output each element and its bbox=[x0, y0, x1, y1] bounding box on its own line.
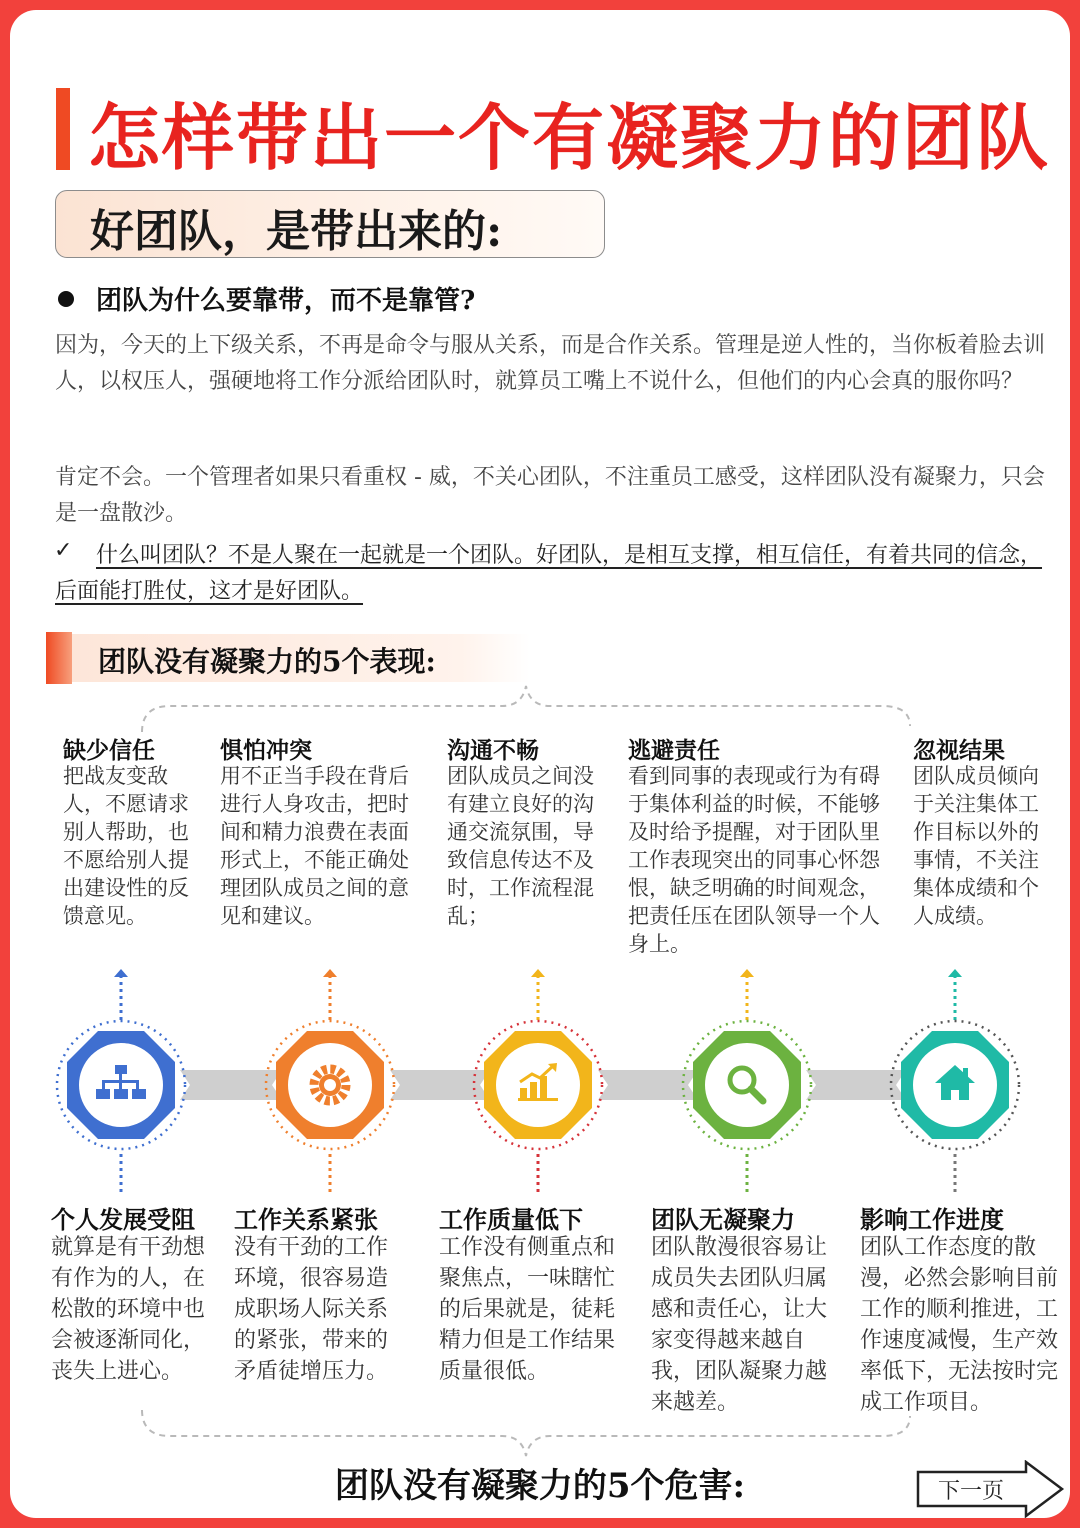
page-card bbox=[10, 10, 1070, 1518]
node-5 bbox=[891, 969, 1019, 1195]
harm-3-text: 工作没有侧重点和聚焦点，一味瞎忙的后果就是，徒耗精力但是工作结果质量很低。 bbox=[439, 1235, 616, 1384]
question-heading: 团队为什么要靠带，而不是靠管? bbox=[96, 286, 476, 316]
harm-2-title: 工作关系紧张 bbox=[234, 1206, 378, 1234]
symptom-4-text: 看到同事的表现或行为有碍于集体利益的时候，不能够及时给予提醒，对于团队里工作表现突出的同事心怀怨恨，缺乏明确的时间观念，把责任压在团队领导一个人身上。 bbox=[628, 764, 880, 956]
symptom-3-title: 沟通不畅 bbox=[447, 738, 539, 764]
symptom-5-title: 忽视结果 bbox=[913, 738, 1005, 764]
definition-text: 什么叫团队？不是人聚在一起就是一个团队。好团队，是相互支撑，相互信任，有着共同的信念，后面能打胜仗，这才是好团队。 bbox=[55, 543, 1043, 604]
harm-1-text: 就算是有干劲想有作为的人，在松散的环境中也会被逐渐同化，丧失上进心。 bbox=[51, 1235, 206, 1384]
symptom-2-title: 惧怕冲突 bbox=[220, 738, 312, 764]
node-3 bbox=[474, 969, 602, 1195]
harm-5-text: 团队工作态度的散漫，必然会影响目前工作的顺利推进，工作速度减慢，生产效率低下，无法按时完成工作项目。 bbox=[860, 1235, 1059, 1415]
harm-5-title: 影响工作进度 bbox=[860, 1206, 1004, 1234]
symptom-1-text: 把战友变敌人，不愿请求别人帮助，也不愿给别人提出建设性的反馈意见。 bbox=[63, 764, 189, 928]
paragraph-1: 因为，今天的上下级关系，不再是命令与服从关系，而是合作关系。管理是逆人性的，当你板着脸去训人，以权压人，强硬地将工作分派给团队时，就算员工嘴上不说什么，但他们的内心会真的服你吗？ bbox=[55, 333, 1046, 394]
harms-title: 团队没有凝聚力的5个危害: bbox=[334, 1466, 746, 1506]
harm-4-title: 团队无凝聚力 bbox=[651, 1206, 795, 1234]
next-page-label: 下一页 bbox=[938, 1479, 1005, 1504]
symptom-5-text: 团队成员倾向于关注集体工作目标以外的事情，不关注集体成绩和个人成绩。 bbox=[913, 764, 1039, 928]
page-title: 怎样带出一个有凝聚力的团队 bbox=[88, 96, 1051, 180]
section-title: 团队没有凝聚力的5个表现: bbox=[98, 645, 436, 678]
node-1 bbox=[57, 969, 185, 1195]
node-2 bbox=[266, 969, 394, 1195]
harm-1-title: 个人发展受阻 bbox=[51, 1206, 195, 1234]
harm-3-title: 工作质量低下 bbox=[439, 1206, 583, 1234]
symptom-3-text: 团队成员之间没有建立良好的沟通交流氛围，导致信息传达不及时，工作流程混乱； bbox=[447, 764, 594, 928]
subtitle: 好团队，是带出来的: bbox=[90, 206, 503, 257]
node-4 bbox=[683, 969, 811, 1195]
check-icon: ✓ bbox=[54, 538, 73, 563]
harm-4-text: 团队散漫很容易让成员失去团队归属感和责任心，让大家变得越来越自我，团队凝聚力越来越差。 bbox=[651, 1235, 828, 1415]
symptom-2-text: 用不正当手段在背后进行人身攻击，把时间和精力浪费在表面形式上，不能正确处理团队成员之间的意见和建议。 bbox=[220, 764, 409, 928]
top-bracket bbox=[142, 686, 910, 732]
symptom-1-title: 缺少信任 bbox=[63, 738, 155, 764]
harm-2-text: 没有干劲的工作环境，很容易造成职场人际关系的紧张，带来的矛盾徒增压力。 bbox=[234, 1235, 389, 1384]
paragraph-2: 肯定不会。一个管理者如果只看重权 - 威，不关心团队，不注重员工感受，这样团队没有凝聚力，只会是一盘散沙。 bbox=[55, 465, 1045, 526]
symptom-4-title: 逃避责任 bbox=[628, 738, 720, 764]
next-page-button[interactable] bbox=[916, 1460, 1066, 1518]
